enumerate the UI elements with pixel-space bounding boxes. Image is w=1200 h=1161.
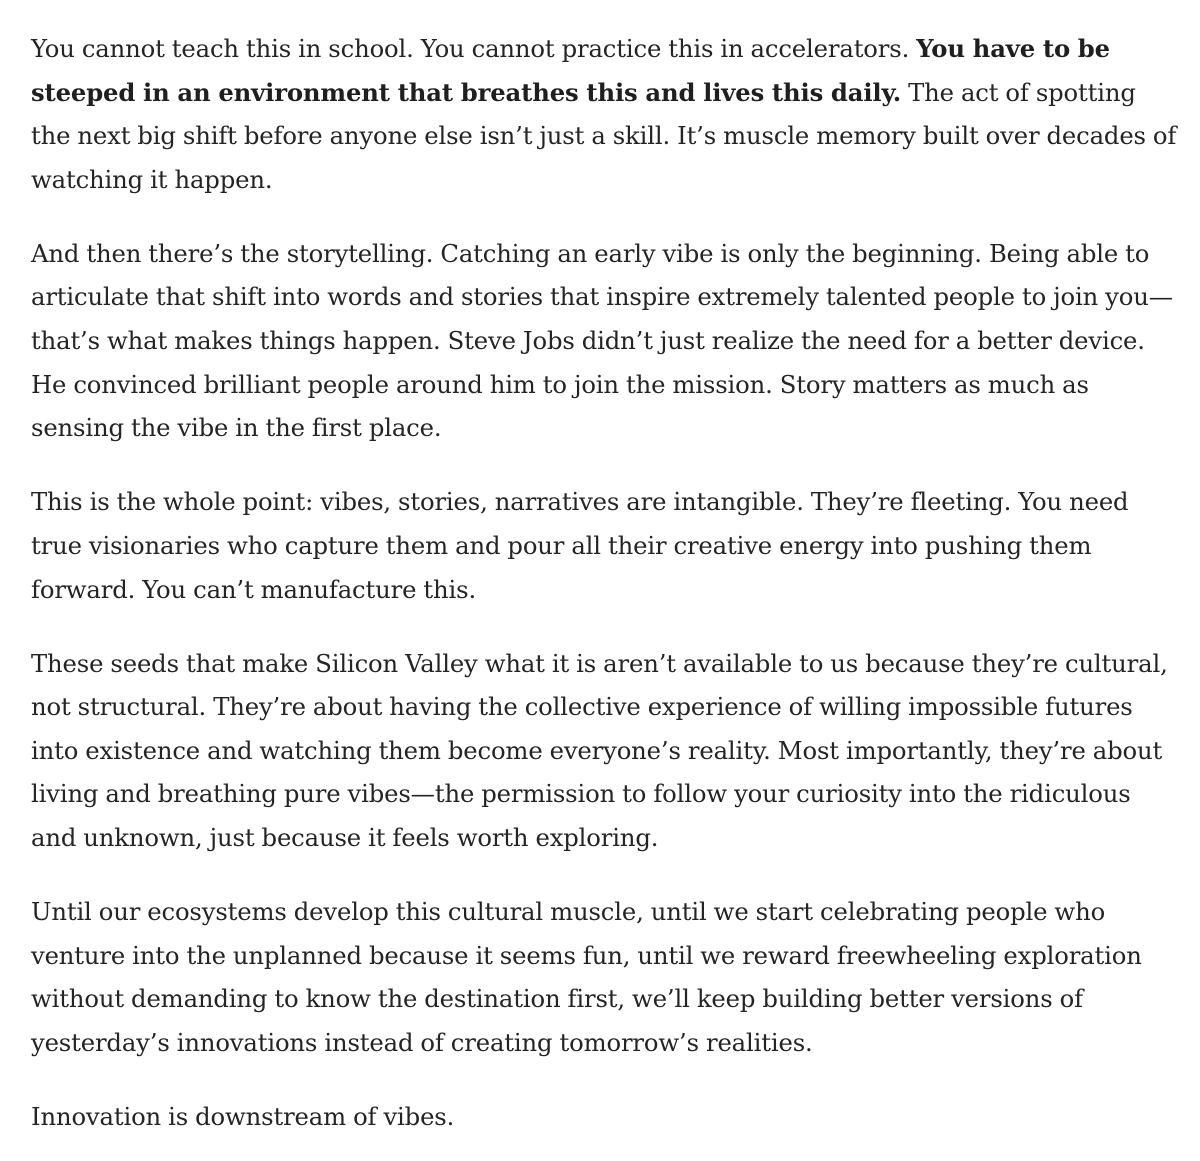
paragraph-1-emphasis: You have to be steeped in an environment that breathes this and lives this daily. [31, 34, 1110, 107]
paragraph-5: Until our ecosystems develop this cultural muscle, until we start celebrating people who venture into the unplanned because it seems fun, until we reward freewheeling exploration without demanding to know the destination first, we’ll keep building better versions of yesterday’s innovations instead of creating tomorrow’s realities. [31, 897, 1142, 1057]
paragraph-2: And then there’s the storytelling. Catching an early vibe is only the beginning. Being able to articulate that shift into words and stories that inspire extremely talented people to join you—that’s what makes things happen. Steve Jobs didn’t just realize the need for a better device. He convinced brilliant people around him to join the mission. Story matters as much as sensing the vibe in the first place. [31, 238, 1173, 443]
paragraph-4: These seeds that make Silicon Valley what it is aren’t available to us because they’re cultural, not structural. They’re about having the collective experience of willing impossible futures into existence and watching them become everyone’s reality. Most importantly, they’re about living and breathing pure vibes—the permission to follow your curiosity into the ridiculous and unknown, just because it feels worth exploring. [31, 648, 1168, 852]
closing-line: Innovation is downstream of vibes. [31, 1101, 455, 1131]
paragraph-1-tail: The act of spotting the next big shift before anyone else isn’t just a skill. It’s muscle memory built over decades of watching it happen. [31, 77, 1177, 194]
paragraph-1 [31, 27, 1181, 201]
article-body [31, 27, 1181, 1139]
paragraph-3: This is the whole point: vibes, stories, narratives are intangible. They’re fleeting. You need true visionaries who capture them and pour all their creative energy into pushing them forward. You can’t manufacture this. [31, 487, 1129, 604]
paragraph-1-lead: You cannot teach this in school. You cannot practice this in accelerators. [31, 34, 917, 63]
